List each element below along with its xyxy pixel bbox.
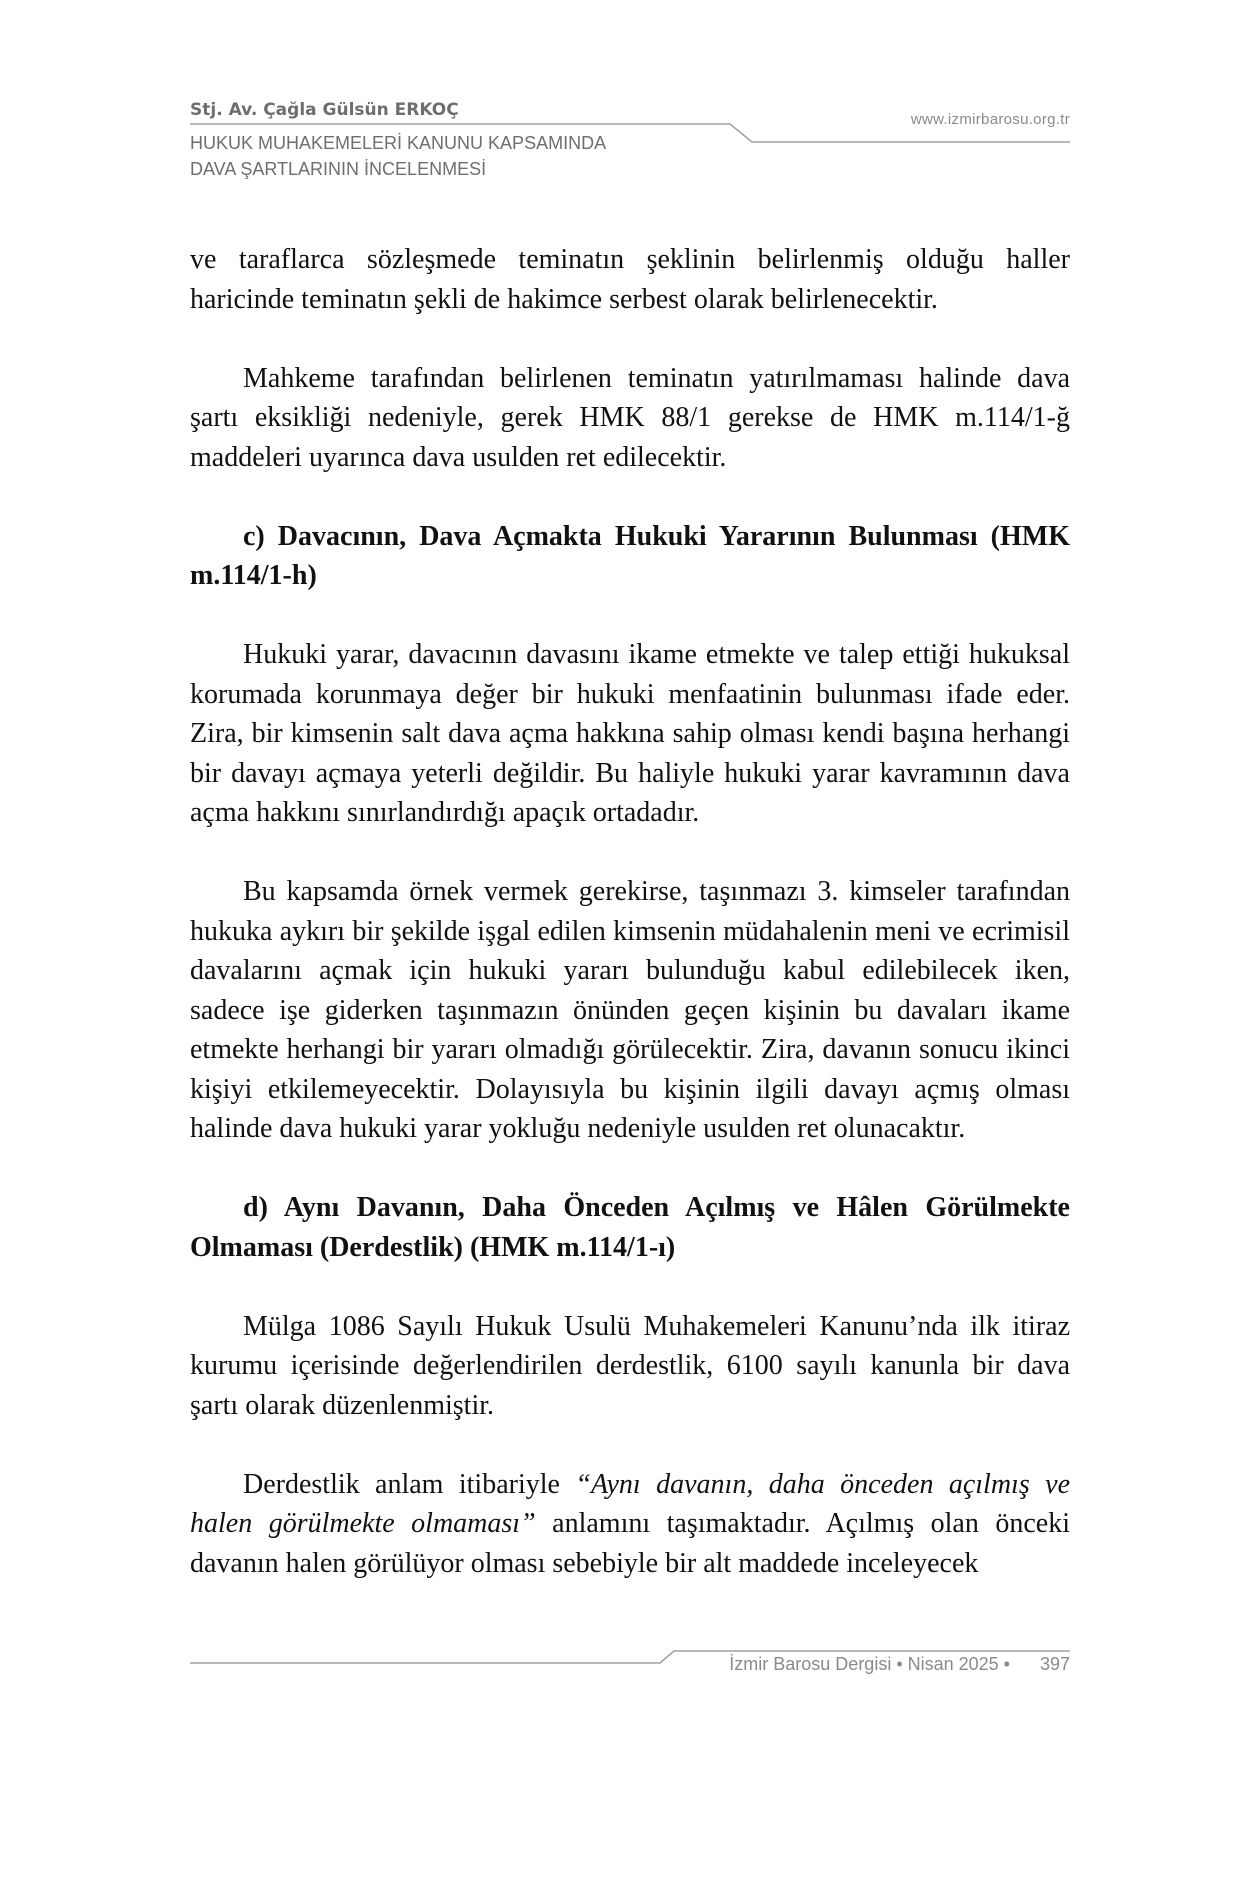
section-heading-c: c) Davacının, Dava Açmakta Hukuki Yararının Bulunması (HMK m.114/1-h) — [190, 520, 1070, 591]
section-heading-d: d) Aynı Davanın, Daha Önceden Açılmış ve Hâlen Görülmekte Olmaması (Derdestlik) (HMK m.114/1-ı) — [190, 1192, 1070, 1263]
page-number: 397 — [1039, 1654, 1070, 1674]
paragraph-6 — [190, 1465, 1070, 1584]
paragraph-1: ve taraflarca sözleşmede teminatın şeklinin belirlenmiş olduğu haller haricinde teminatın şekli de hakimce serbest olarak belirlenecektir. — [190, 244, 1070, 315]
paragraph-6-end: anlamını taşımaktadır. Açılmış olan önceki davanın halen görülüyor olması sebebiyle bir alt maddede inceleyecek — [190, 1508, 1070, 1579]
header-author: Stj. Av. Çağla Gülsün ERKOÇ — [190, 100, 459, 120]
header-website-url: www.izmirbarosu.org.tr — [910, 111, 1070, 128]
article-body — [190, 240, 1070, 1623]
paragraph-4: Bu kapsamda örnek vermek gerekirse, taşınmazı 3. kimseler tarafından hukuka aykırı bir şekilde işgal edilen kimsenin müdahalenin meni ve ecrimisil davalarını açmak için hukuki yararı bulunduğu kabul edilebilecek iken, sadece işe giderken taşınmazın önünden geçen kişinin bu davaları ikame etmekte herhangi bir yararı olmadığı görülecektir. Zira, davanın sonucu ikinci kişiyi etkilemeyecektir. Dolayısıyla bu kişinin ilgili davayı açmış olması halinde dava hukuki yarar yokluğu nedeniyle usulden ret olunacaktır. — [190, 876, 1070, 1144]
footer-journal-info: İzmir Barosu Dergisi • Nisan 2025 • — [729, 1654, 1010, 1674]
header-article-title — [190, 130, 606, 182]
paragraph-2: Mahkeme tarafından belirlenen teminatın yatırılmaması halinde dava şartı eksikliği nedeniyle, gerek HMK 88/1 gerekse de HMK m.114/1-ğ maddeleri uyarınca dava usulden ret edilecektir. — [190, 362, 1070, 473]
paragraph-6-quote: “Aynı davanın, daha önceden açılmış ve halen görülmekte olmaması” — [190, 1468, 1071, 1539]
header-title-line-1: HUKUK MUHAKEMELERİ KANUNU KAPSAMINDA — [190, 133, 607, 153]
header-title-line-2: DAVA ŞARTLARININ İNCELENMESİ — [190, 159, 487, 179]
paragraph-5: Mülga 1086 Sayılı Hukuk Usulü Muhakemeleri Kanunu’nda ilk itiraz kurumu içerisinde değerlendirilen derdestlik, 6100 sayılı kanunla bir dava şartı olarak düzenlenmiştir. — [190, 1310, 1070, 1421]
paragraph-6-start: Derdestlik anlam itibariyle — [243, 1468, 576, 1500]
paragraph-3: Hukuki yarar, davacının davasını ikame etmekte ve talep ettiği hukuksal korumada korunmaya değer bir hukuki menfaatinin bulunması ifade eder. Zira, bir kimsenin salt dava açma hakkına sahip olması kendi başına herhangi bir davayı açmaya yeterli değildir. Bu haliyle hukuki yarar kavramının dava açma hakkını sınırlandırdığı apaçık ortadadır. — [190, 639, 1070, 828]
